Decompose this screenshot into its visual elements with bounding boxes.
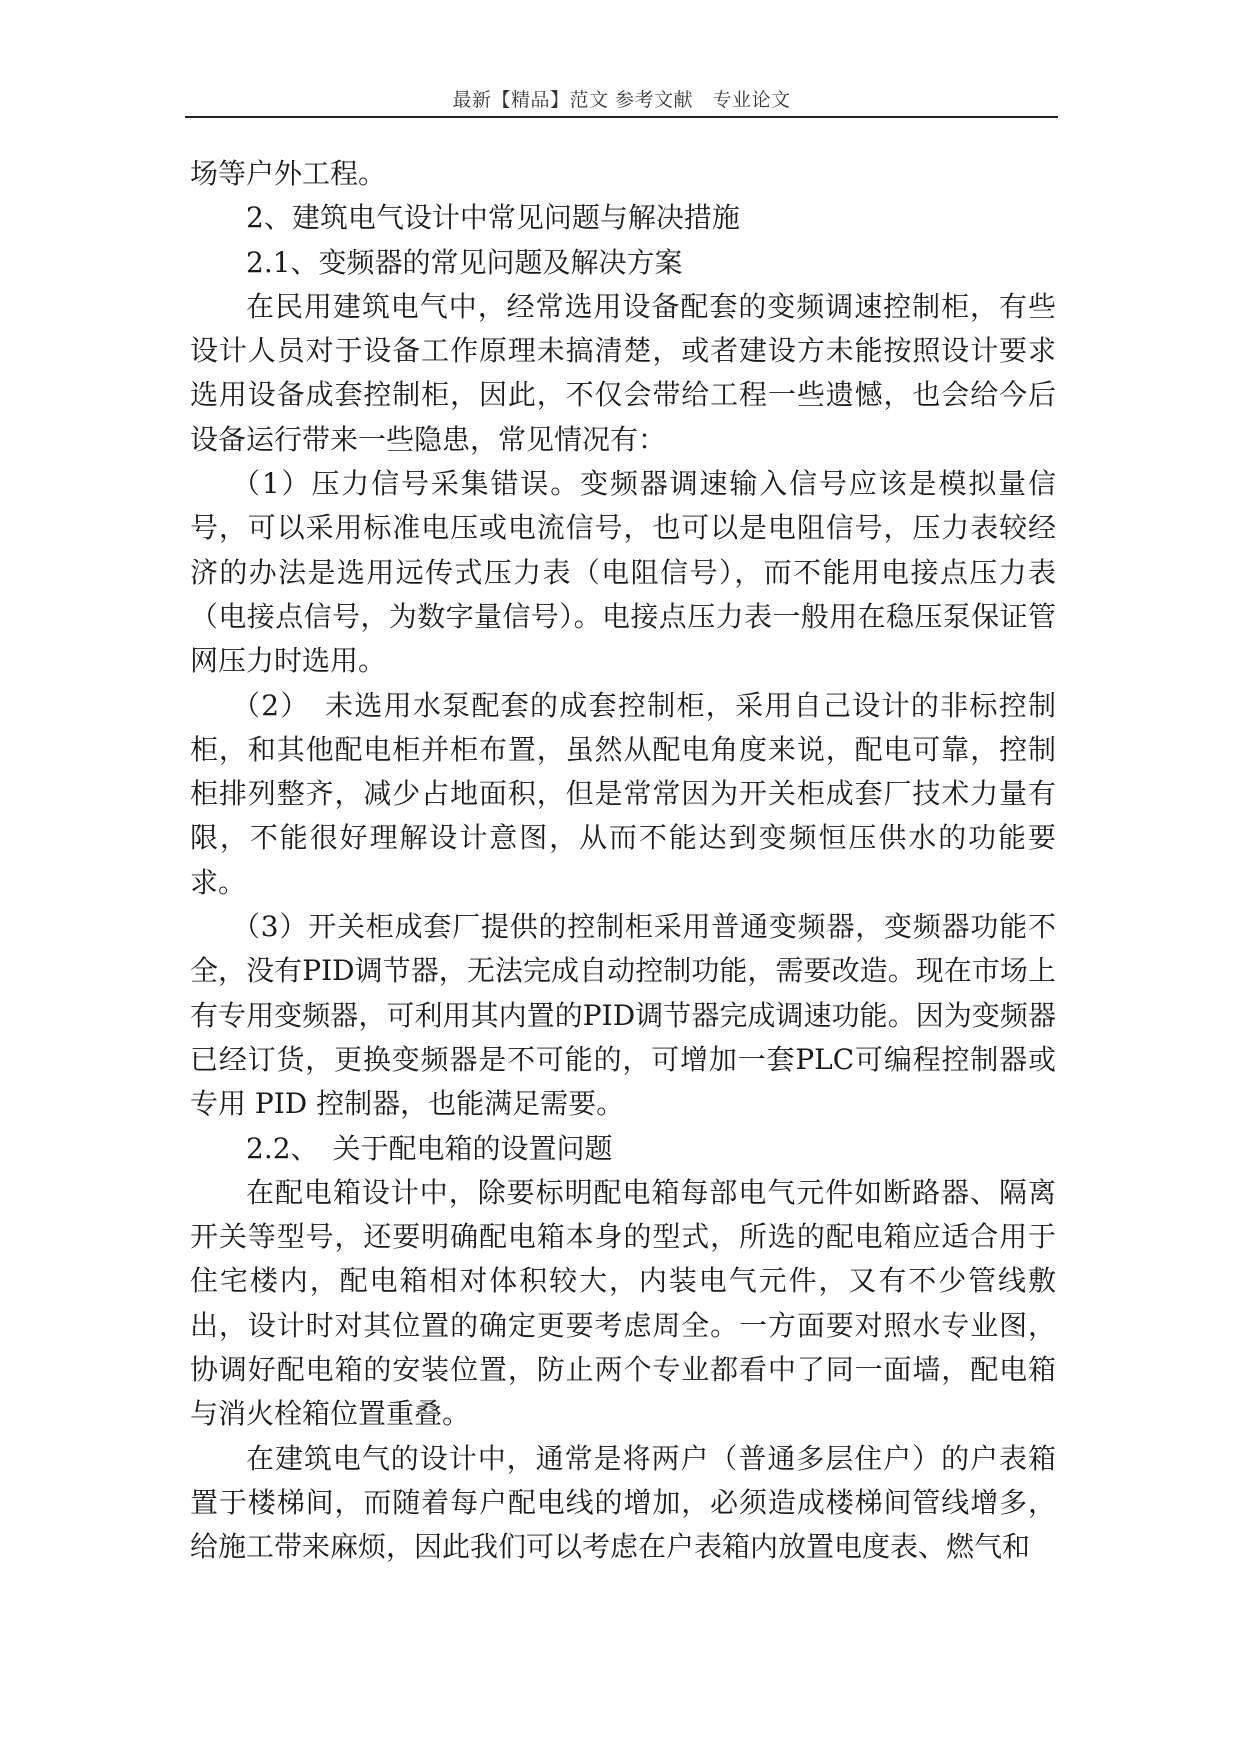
paragraph-meter-box: 在建筑电气的设计中，通常是将两户（普通多层住户）的户表箱置于楼梯间，而随着每户配电线的增加，必须造成楼梯间管线增多，给施工带来麻烦，因此我们可以考虑在户表箱内放置电度表、燃气和 — [190, 1441, 1056, 1564]
paragraph-item-2: （2） 未选用水泵配套的成套控制柜，采用自己设计的非标控制柜，和其他配电柜并柜布置，虽然从配电角度来说，配电可靠，控制柜排列整齐，减少占地面积，但是常常因为开关柜成套厂技术力量有限，不能很好理解设计意图，从而不能达到变频恒压供水的功能要求。 — [190, 688, 1056, 899]
page-header: 最新【精品】范文 参考文献 专业论文 — [452, 89, 791, 111]
header-divider — [185, 116, 1058, 118]
paragraph-item-3: （3）开关柜成套厂提供的控制柜采用普通变频器，变频器功能不全，没有PID调节器，无法完成自动控制功能，需要改造。现在市场上有专用变频器，可利用其内置的PID调节器完成调速功能。因为变频器已经订货，更换变频器是不可能的，可增加一套PLC可编程控制器或专用 PID 控制器，也能满足需要。 — [190, 910, 1056, 1121]
paragraph-distribution-box: 在配电箱设计中，除要标明配电箱每部电气元件如断路器、隔离开关等型号，还要明确配电箱本身的型式，所选的配电箱应适合用于住宅楼内，配电箱相对体积较大，内装电气元件，又有不少管线敷出，设计时对其位置的确定更要考虑周全。一方面要对照水专业图，协调好配电箱的安装位置，防止两个专业都看中了同一面墙，配电箱与消火栓箱位置重叠。 — [190, 1175, 1056, 1431]
section-heading-2: 2、建筑电气设计中常见问题与解决措施 — [246, 201, 740, 235]
paragraph-continuation: 场等户外工程。 — [190, 157, 387, 190]
subsection-heading-2-2: 2.2、 关于配电箱的设置问题 — [246, 1131, 613, 1165]
document-body — [190, 152, 1056, 1570]
paragraph-item-1: （1）压力信号采集错误。变频器调速输入信号应该是模拟量信号，可以采用标准电压或电流信号，也可以是电阻信号，压力表较经济的办法是选用远传式压力表（电阻信号），而不能用电接点压力表（电接点信号，为数字量信号）。电接点压力表一般用在稳压泵保证管网压力时选用。 — [190, 467, 1056, 678]
subsection-heading-2-1: 2.1、变频器的常见问题及解决方案 — [246, 245, 683, 279]
paragraph-inverter-intro: 在民用建筑电气中，经常选用设备配套的变频调速控制柜，有些设计人员对于设备工作原理未搞清楚，或者建设方未能按照设计要求选用设备成套控制柜，因此，不仅会带给工程一些遗憾，也会给今后设备运行带来一些隐患，常见情况有： — [190, 289, 1056, 456]
